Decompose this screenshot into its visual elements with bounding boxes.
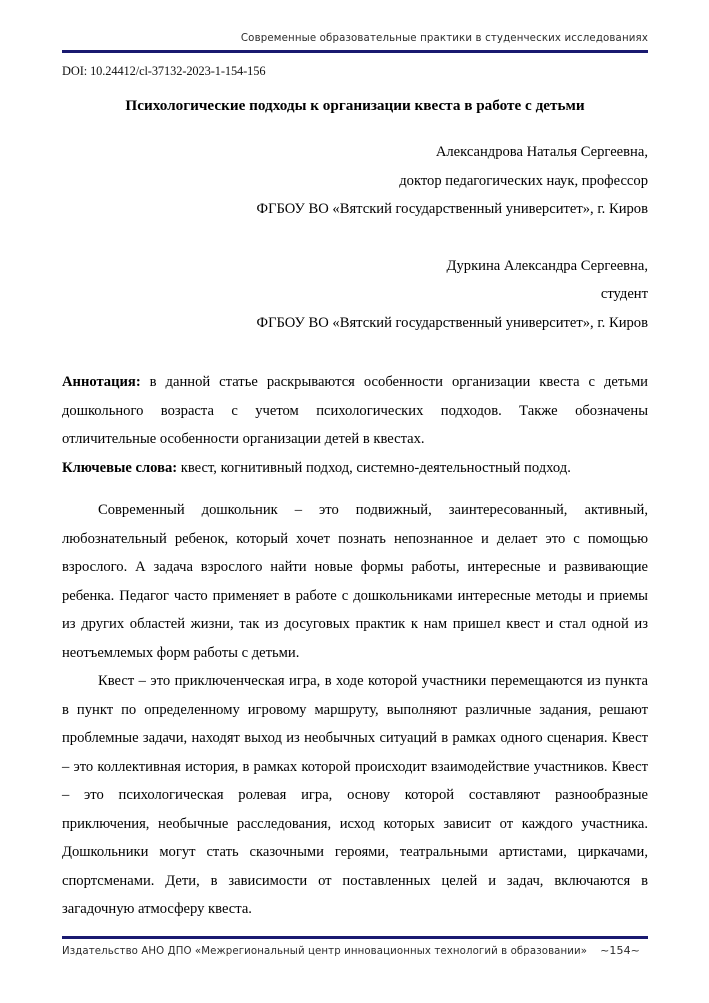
abstract-section: [62, 368, 648, 482]
author-name: Дуркина Александра Сергеевна,: [446, 257, 648, 274]
page-number: ~154~: [600, 944, 640, 957]
body-paragraph: Квест – это приключенческая игра, в ходе которой участники перемещаются из пункта в пункт по определенному игровому маршруту, выполняют различные задания, решают проблемные задачи, находят выход из необычных ситуаций в рамках одного сценария. Квест – это коллективная история, в рамках которой происходит взаимодействие участников. Квест – это психологическая ролевая игра, основу которой составляют разнообразные приключения, необычные расследования, исход которых зависит от каждого участника. Дошкольники могут стать сказочными героями, театральными артистами, циркачами, спортсменами. Дети, в зависимости от поставленных целей и задач, включаются в загадочную атмосферу квеста.: [62, 673, 648, 917]
author-affiliation: ФГБОУ ВО «Вятский государственный университет», г. Киров: [256, 201, 648, 217]
footer-rule: [62, 936, 648, 939]
article-title: Психологические подходы к организации квеста в работе с детьми: [125, 97, 585, 115]
doi-line: DOI: 10.24412/cl-37132-2023-1-154-156: [62, 64, 266, 78]
author-affiliation: ФГБОУ ВО «Вятский государственный университет», г. Киров: [256, 314, 648, 331]
annotation-paragraph: [62, 368, 648, 454]
author-name: Александрова Наталья Сергеевна,: [435, 144, 648, 160]
keywords-label: Ключевые слова:: [62, 459, 178, 476]
footer-row: [62, 944, 648, 957]
author-section: [62, 138, 648, 337]
page-footer: [62, 936, 648, 957]
annotation-label: Аннотация:: [62, 374, 141, 390]
annotation-text: в данной статье раскрываются особенности организации квеста с детьми дошкольного возраста с учетом психологических подходов. Также обозначены отличительные особенности организации детей в квестах.: [62, 374, 648, 447]
footer-publisher: Издательство АНО ДПО «Межрегиональный центр инновационных технологий в образовании»: [62, 946, 588, 957]
keywords-text: квест, когнитивный подход, системно-деятельностный подход.: [177, 459, 571, 476]
page-header: [62, 32, 648, 53]
running-title: Современные образовательные практики в студенческих исследованиях: [240, 33, 648, 44]
author-position: студент: [600, 286, 648, 302]
author-block: [62, 252, 648, 338]
body-paragraph: Современный дошкольник – это подвижный, заинтересованный, активный, любознательный ребенок, который хочет познать непознанное и делает это с помощью взрослого. А задача взрослого найти новые формы работы, интересные и развивающие ребенка. Педагог часто применяет в работе с дошкольниками интересные методы и приемы из других областей жизни, так из досуговых практик к нам пришел квест и стал одной из неотъемлемых форм работы с детьми.: [62, 502, 648, 661]
header-rule: [62, 50, 648, 53]
author-position: доктор педагогических наук, профессор: [399, 172, 648, 189]
body-section: [62, 496, 648, 924]
author-block: [62, 138, 648, 224]
keywords-paragraph: [62, 454, 648, 483]
